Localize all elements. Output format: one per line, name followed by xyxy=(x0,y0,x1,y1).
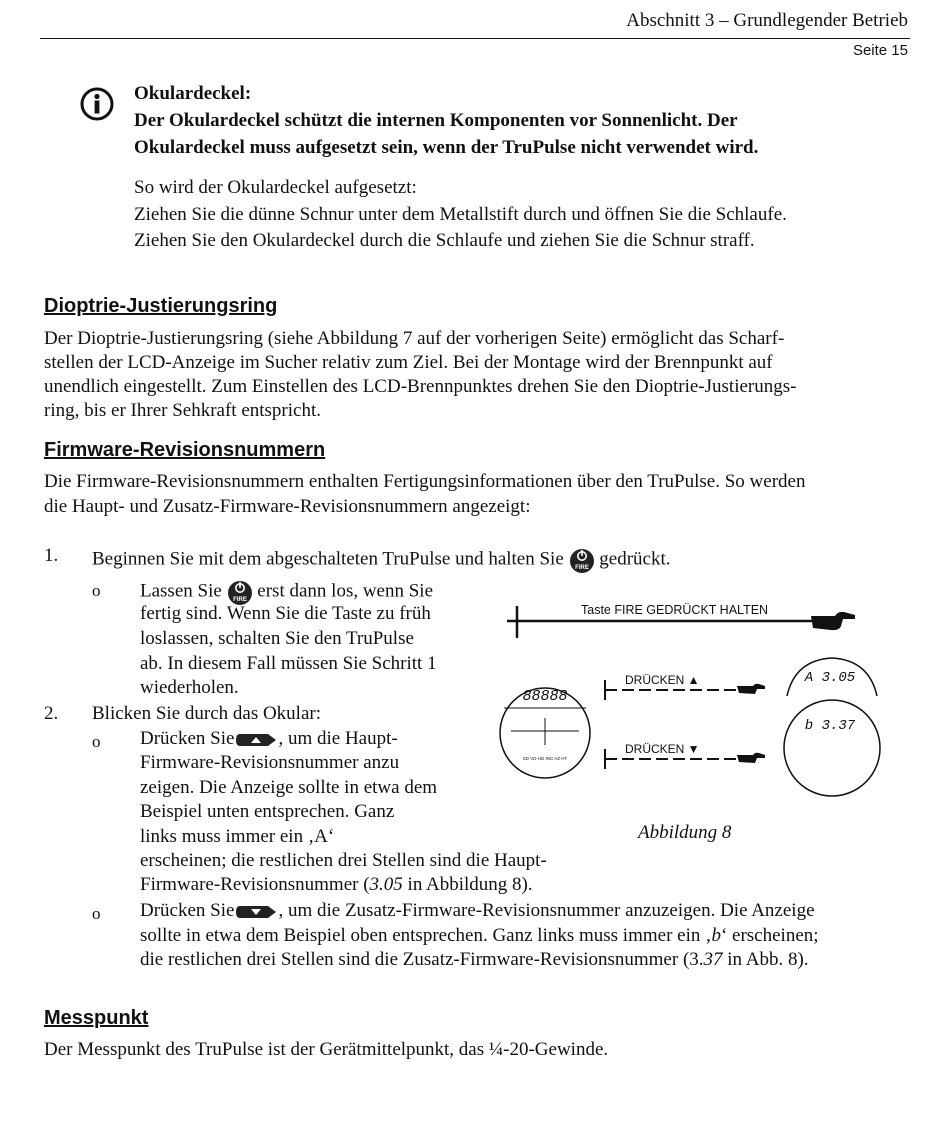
figure-caption: Abbildung 8 xyxy=(638,822,732,843)
lcd-display xyxy=(500,688,590,778)
main-revision-value: 3.05 xyxy=(369,874,403,895)
page-number: Seite 15 xyxy=(852,42,908,59)
b-letter: b xyxy=(711,925,721,946)
note-bold-line-2: Okulardeckel muss aufgesetzt sein, wenn der TruPulse nicht verwendet wird. xyxy=(134,137,759,158)
step-2b-second-before: sollte in etwa dem Beispiel oben entsprechen. Ganz links muss immer ein ‚ xyxy=(140,925,712,946)
step-2a-line-6: erscheinen; die restlichen drei Stellen sind die Haupt- xyxy=(140,850,547,871)
step-2a-line-3: zeigen. Die Anzeige sollte in etwa dem xyxy=(140,777,438,798)
step-1-sub-line-2: fertig sind. Wenn Sie die Taste zu früh xyxy=(140,603,431,624)
dioptrie-line-4: ring, bis er Ihrer Sehkraft entspricht. xyxy=(44,400,321,421)
pointing-hand-icon xyxy=(737,684,765,694)
lcd-mode-labels: SD VD HD INC AZ HT xyxy=(522,756,568,761)
lcd-digits: 88888 xyxy=(522,688,568,705)
readout-a-value: A 3.05 xyxy=(804,670,856,686)
pointing-hand-icon xyxy=(737,753,765,763)
down-button-icon xyxy=(234,904,278,920)
messpunkt-text: Der Messpunkt des TruPulse ist der Gerätmittelpunkt, das ¼-20-Gewinde. xyxy=(44,1039,609,1060)
step-1-sub-line-5: wiederholen. xyxy=(140,677,239,698)
fire-hold-label: Taste FIRE GEDRÜCKT HALTEN xyxy=(581,603,769,617)
dioptrie-heading: Dioptrie-Justierungsring xyxy=(44,295,278,317)
note-title: Okulardeckel: xyxy=(134,83,252,104)
dioptrie-line-2: stellen der LCD-Anzeige im Sucher relativ zum Ziel. Bei der Montage wird der Brennpunkt auf xyxy=(44,352,773,373)
step-1-text-before: Beginnen Sie mit dem abgeschalteten TruPulse und halten Sie xyxy=(92,548,564,570)
step-2b-before: Drücken Sie xyxy=(140,900,235,921)
step-1-sub-after: erst dann los, wenn Sie xyxy=(257,580,434,602)
firmware-heading: Firmware-Revisionsnummern xyxy=(44,439,326,461)
step-2-text: Blicken Sie durch das Okular: xyxy=(92,703,322,724)
section-title: Abschnitt 3 – Grundlegender Betrieb xyxy=(626,10,908,31)
step-2a-line-2: Firmware-Revisionsnummer anzu xyxy=(140,752,400,773)
step-2a-line-7 xyxy=(140,874,533,896)
dioptrie-line-1: Der Dioptrie-Justierungsring (siehe Abbildung 7 auf der vorherigen Seite) ermöglicht das Scharf- xyxy=(44,328,785,349)
step-2a-line-1 xyxy=(140,728,398,750)
step-1-sub-before: Lassen Sie xyxy=(140,580,222,602)
step-2a-last-before: Firmware-Revisionsnummer ( xyxy=(140,874,370,895)
step-2b-line-1 xyxy=(140,900,815,922)
readout-a-display xyxy=(787,658,877,696)
step-2a-before: Drücken Sie xyxy=(140,728,235,749)
header-divider xyxy=(40,38,910,39)
step-2-number: 2. xyxy=(44,703,59,724)
readout-b-value: b 3.37 xyxy=(804,718,856,734)
step-2b-third-before: die restlichen drei Stellen sind die Zusatz-Firmware-Revisionsnummer (3. xyxy=(140,949,704,970)
step-2a-line-4: Beispiel unten entsprechen. Ganz xyxy=(140,801,395,822)
pointing-hand-icon xyxy=(811,612,855,630)
step-1-text-after: gedrückt. xyxy=(599,548,671,570)
firmware-intro-line-1: Die Firmware-Revisionsnummern enthalten Fertigungsinformationen über den TruPulse. So werden xyxy=(44,471,806,492)
step-2b-line-3 xyxy=(140,949,809,971)
step-1-bullet: o xyxy=(92,581,101,600)
step-1-sub-line-3: loslassen, schalten Sie den TruPulse xyxy=(140,628,414,649)
step-2b-line-2 xyxy=(140,925,819,947)
note-line-2: Ziehen Sie die dünne Schnur unter dem Metallstift durch und öffnen Sie die Schlaufe. xyxy=(134,204,787,225)
up-button-icon xyxy=(234,732,278,748)
svg-text:FIRE: FIRE xyxy=(232,597,247,603)
step-2a-line-5: links muss immer ein ‚A‘ xyxy=(140,826,335,847)
dioptrie-line-3: unendlich eingestellt. Zum Einstellen des LCD-Brennpunktes drehen Sie den Dioptrie-Justierungs- xyxy=(44,376,797,397)
figure-8-diagram xyxy=(495,568,890,838)
step-1-sub-line-4: ab. In diesem Fall müssen Sie Schritt 1 xyxy=(140,653,437,674)
note-bold-line-1: Der Okulardeckel schützt die internen Komponenten vor Sonnenlicht. Der xyxy=(134,110,738,131)
note-line-3: Ziehen Sie den Okulardeckel durch die Schlaufe und ziehen Sie die Schnur straff. xyxy=(134,230,755,251)
note-line-1: So wird der Okulardeckel aufgesetzt: xyxy=(134,177,417,198)
press-up-label: DRÜCKEN ▲ xyxy=(625,673,700,687)
step-2b-second-after: ‘ erscheinen; xyxy=(720,925,819,946)
readout-b-display xyxy=(784,700,880,796)
step-2b-after: , um die Zusatz-Firmware-Revisionsnummer anzuzeigen. Die Anzeige xyxy=(278,900,815,921)
svg-text:FIRE: FIRE xyxy=(574,565,589,571)
step-2-bullet-b: o xyxy=(92,904,101,923)
step-1-number: 1. xyxy=(44,545,59,566)
step-2a-after: , um die Haupt- xyxy=(278,728,398,749)
aux-revision-value: 37 xyxy=(703,949,723,970)
step-2-bullet-a: o xyxy=(92,732,101,751)
step-2a-last-after: in Abbildung 8). xyxy=(402,874,533,895)
press-down-label: DRÜCKEN ▼ xyxy=(625,742,700,756)
messpunkt-heading: Messpunkt xyxy=(44,1007,149,1029)
info-icon xyxy=(80,87,114,121)
step-2b-third-after: in Abb. 8). xyxy=(722,949,809,970)
firmware-intro-line-2: die Haupt- und Zusatz-Firmware-Revisionsnummern angezeigt: xyxy=(44,496,531,517)
